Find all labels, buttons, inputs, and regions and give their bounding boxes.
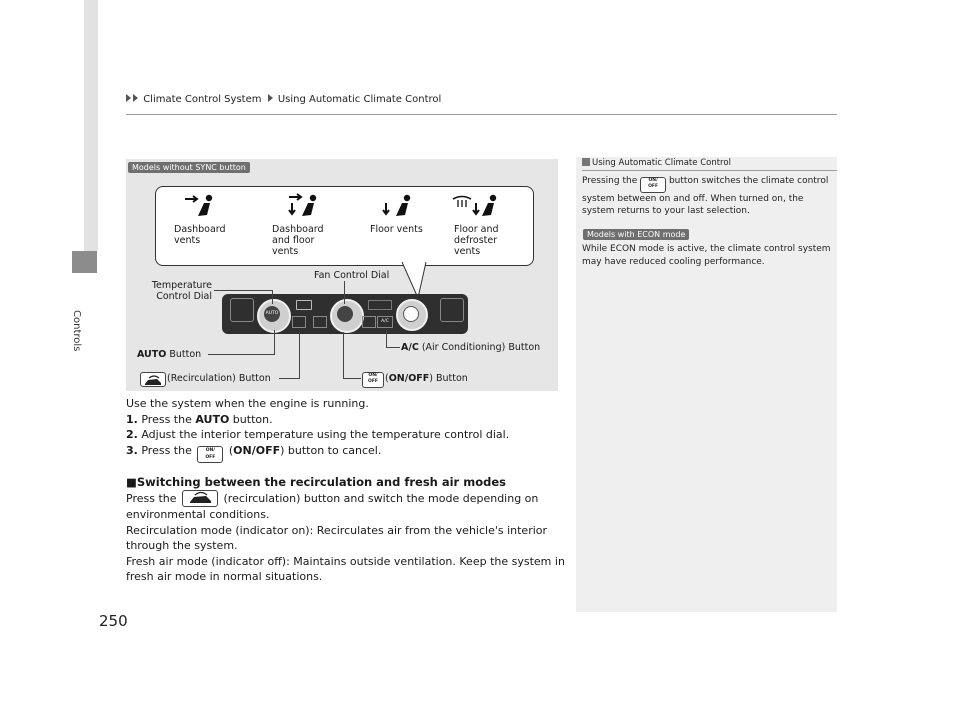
sidebar-note-rule [582, 170, 837, 171]
temperature-display [296, 300, 312, 310]
step1-text-b: button. [229, 412, 273, 426]
section-p1-a: Press the [126, 492, 180, 505]
model-badge: Models without SYNC button [128, 162, 250, 173]
onoff-inline-icon [197, 446, 223, 463]
leader-line [208, 354, 274, 355]
step-number: 1. [126, 412, 138, 426]
instruction-step-2 [126, 427, 566, 443]
floor-vents-icon [378, 193, 414, 219]
step3-paren: ( [225, 443, 234, 457]
sidebar-note-title [582, 158, 731, 168]
recirculation-button-label: (Recirculation) Button [167, 373, 271, 384]
ac-label-bold: A/C [401, 342, 419, 353]
section-tab [72, 251, 97, 273]
onoff-glyph-bottom: OFF [648, 184, 659, 189]
step-number: 3. [126, 443, 138, 457]
sidebar-strip [84, 0, 98, 251]
header-rule [126, 114, 837, 115]
instructions [126, 396, 566, 463]
fan-dial-label: Fan Control Dial [314, 270, 390, 281]
onoff-glyph-bottom: OFF [368, 379, 378, 384]
section-p1-b: (recirculation) button and switch the mode depending on environmental conditions. [126, 492, 539, 521]
step1-bold: AUTO [195, 412, 230, 426]
onoff-button[interactable] [337, 306, 353, 322]
instruction-step-1 [126, 412, 566, 428]
floor-defroster-vents-icon [450, 193, 500, 219]
auto-label-rest: Button [166, 349, 202, 360]
leader-line [343, 378, 361, 379]
onoff-inline-icon [640, 177, 666, 193]
leader-line [279, 378, 299, 379]
section-paragraph-2: Recirculation mode (indicator on): Recirculates air from the vehicle's interior through the system. [126, 523, 548, 553]
ac-button[interactable]: A/C [377, 316, 393, 328]
recirculation-inline-icon [182, 490, 218, 507]
note-p1-b: button switches the climate control system between on and off. When turned on, the system returns to your last selection. [582, 176, 829, 216]
instruction-step-3 [126, 443, 566, 463]
leader-line [344, 281, 345, 304]
step3-text-a: Press the [141, 443, 196, 457]
auto-button[interactable]: AUTO [264, 306, 280, 322]
section-heading [126, 475, 506, 489]
onoff-glyph-top: ON/ [205, 447, 215, 453]
mode-indicator [368, 300, 392, 310]
leader-line [386, 330, 387, 348]
section-paragraph-3: Fresh air mode (indicator off): Maintains outside ventilation. Keep the system in fresh air mode in normal situations. [126, 554, 565, 584]
temperature-dial-label: Temperature Control Dial [151, 280, 212, 302]
leader-line [214, 290, 272, 291]
note-p1-a: Pressing the [582, 176, 641, 186]
breadcrumb-arrow-icon [133, 94, 138, 102]
leader-line [343, 332, 344, 379]
step2-text: Adjust the interior temperature using the temperature control dial. [141, 428, 510, 442]
sidebar-note-title-text: Using Automatic Climate Control [592, 158, 731, 168]
sidebar-note-paragraph-2: While ECON mode is active, the climate control system may have reduced cooling performance. [582, 244, 831, 267]
mode-button[interactable] [403, 306, 419, 322]
section-paragraph-1 [126, 490, 566, 523]
step3-text-b: ) button to cancel. [280, 443, 382, 457]
leader-line [299, 332, 300, 379]
onoff-button-label [385, 373, 468, 384]
vent-label-floor: Floor vents [370, 224, 423, 235]
leader-line [272, 290, 273, 304]
section-body [126, 490, 566, 585]
onoff-glyph-icon [362, 372, 384, 388]
leader-line [274, 330, 275, 355]
breadcrumb-arrow-icon [268, 94, 273, 102]
recirculation-button[interactable] [292, 316, 306, 328]
onoff-glyph-bottom: OFF [205, 454, 216, 460]
leader-line [386, 347, 400, 348]
onoff-label-rest: ) Button [429, 373, 468, 384]
breadcrumb-item[interactable]: Using Automatic Climate Control [277, 94, 442, 105]
dashboard-floor-vents-icon [280, 193, 320, 219]
step3-bold: ON/OFF [233, 443, 281, 457]
sidebar-note-panel [576, 157, 837, 612]
auto-button-label [137, 349, 201, 360]
left-seat-heater-button[interactable] [230, 298, 254, 322]
note-marker-icon [582, 158, 590, 166]
breadcrumb-arrow-icon [126, 94, 131, 102]
front-defrost-button[interactable] [362, 316, 376, 328]
step-number: 2. [126, 428, 138, 442]
section-heading-text: Switching between the recirculation and fresh air modes [136, 475, 506, 489]
auto-label-bold: AUTO [137, 349, 167, 360]
dashboard-vents-icon [180, 193, 216, 219]
vent-label-dashboard-floor: Dashboard and floor vents [272, 224, 324, 257]
ac-label-rest: (Air Conditioning) Button [418, 342, 541, 353]
onoff-label-open: ( [385, 373, 389, 384]
rear-defrost-button[interactable] [313, 316, 327, 328]
vent-label-floor-defroster: Floor and defroster vents [454, 224, 499, 257]
recirculation-icon [140, 372, 166, 387]
ac-button-label [401, 342, 540, 353]
right-seat-heater-button[interactable] [440, 298, 464, 322]
step1-text-a: Press the [141, 412, 196, 426]
onoff-glyph-top: ON/ [648, 177, 658, 183]
breadcrumb [126, 94, 441, 105]
section-marker-icon: ■ [126, 475, 137, 489]
onoff-label-bold: ON/OFF [388, 373, 430, 384]
sidebar-note-paragraph-1 [582, 175, 834, 218]
vent-label-dashboard: Dashboard vents [174, 224, 226, 246]
section-label: Controls [71, 310, 82, 352]
instructions-intro: Use the system when the engine is running. [126, 397, 369, 410]
page-number: 250 [99, 612, 128, 630]
breadcrumb-item[interactable]: Climate Control System [143, 94, 262, 105]
econ-badge: Models with ECON mode [583, 229, 689, 240]
onoff-glyph-top: ON/ [368, 373, 378, 378]
